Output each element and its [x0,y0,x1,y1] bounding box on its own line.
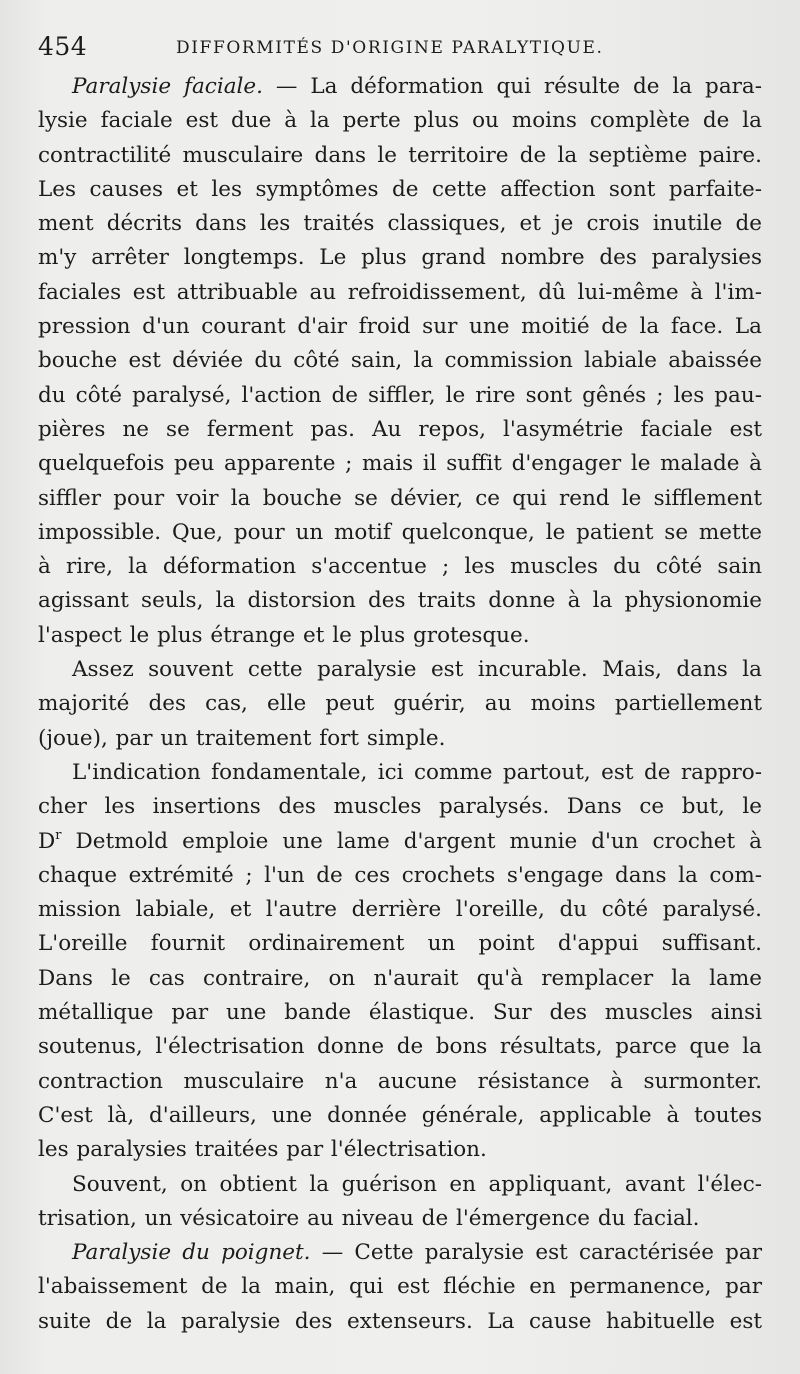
text-line: Dans le cas contraire, on n'aurait qu'à remplacer la lame [38,965,762,991]
text-line: Les causes et les symptômes de cette affection sont parfaite- [38,176,762,202]
text-line: du côté paralysé, l'action de siffler, le rire sont gênés ; les pau- [38,382,762,408]
text-line [38,825,762,859]
text-line [38,70,762,104]
text-line: à rire, la déformation s'accentue ; les muscles du côté sain [38,554,762,580]
text-line: Assez souvent cette paralysie est incurable. Mais, dans la [72,657,762,683]
text-line: ment décrits dans les traités classiques, et je crois inutile de [38,211,762,237]
line-text: — Cette paralysie est caractérisée par [310,1240,763,1266]
text-line: siffler pour voir la bouche se dévier, ce qui rend le sifflement [38,485,762,511]
text-line: C'est là, d'ailleurs, une donnée générale, applicable à toutes [38,1102,762,1128]
page-number: 454 [38,32,88,61]
text-line: l'aspect le plus étrange et le plus grotesque. [38,622,530,648]
line-text: — La déformation qui résulte de la para- [262,74,762,99]
text-line: mission labiale, et l'autre derrière l'oreille, du côté paralysé. [38,897,762,923]
text-line: (joue), par un traitement fort simple. [38,725,446,751]
text-line: trisation, un vésicatoire au niveau de l'émergence du facial. [38,1205,700,1231]
text-line: L'oreille fournit ordinairement un point d'appui suffisant. [38,931,762,957]
text-line: bouche est déviée du côté sain, la commission labiale abaissée [38,348,762,374]
superscript-r: r [55,827,62,843]
running-head: DIFFORMITÉS D'ORIGINE PARALYTIQUE. [176,38,604,58]
line-text: Detmold emploie une lame d'argent munie d'un crochet à [61,828,762,854]
text-line: impossible. Que, pour un motif quelconque, le patient se mette [38,519,762,545]
text-line: m'y arrêter longtemps. Le plus grand nombre des paralysies [38,245,762,271]
body-text [38,70,762,1339]
text-line: soutenus, l'électrisation donne de bons résultats, parce que la [38,1034,762,1060]
section-heading-italic: Paralysie du poignet. [72,1240,311,1266]
section-heading-italic: Paralysie faciale. [72,74,263,99]
text-line: contractilité musculaire dans le territoire de la septième paire. [38,142,762,168]
text-line: agissant seuls, la distorsion des traits donne à la physionomie [38,588,762,614]
text-line: quelquefois peu apparente ; mais il suffit d'engager le malade à [38,451,762,477]
text-line: majorité des cas, elle peut guérir, au moins partiellement [38,691,762,717]
doctor-abbreviation: D [38,828,56,854]
text-line: L'indication fondamentale, ici comme partout, est de rappro- [72,759,762,785]
text-line: cher les insertions des muscles paralysés. Dans ce but, le [38,794,762,820]
text-line: les paralysies traitées par l'électrisation. [38,1137,487,1163]
text-line: suite de la paralysie des extenseurs. La cause habituelle est [38,1308,762,1334]
text-line: chaque extrémité ; l'un de ces crochets s'engage dans la com- [38,862,762,888]
text-line: faciales est attribuable au refroidissement, dû lui-même à l'im- [38,279,762,305]
text-line: lysie faciale est due à la perte plus ou moins complète de la [38,108,762,134]
page-header [38,30,758,66]
text-line [38,1236,762,1270]
text-line: contraction musculaire n'a aucune résistance à surmonter. [38,1068,762,1094]
text-line: Souvent, on obtient la guérison en appliquant, avant l'élec- [72,1171,762,1197]
text-line: pression d'un courant d'air froid sur une moitié de la face. La [38,314,762,340]
text-line: l'abaissement de la main, qui est fléchie en permanence, par [38,1274,762,1300]
text-line: métallique par une bande élastique. Sur des muscles ainsi [38,1000,762,1026]
text-line: pières ne se ferment pas. Au repos, l'asymétrie faciale est [38,416,762,442]
